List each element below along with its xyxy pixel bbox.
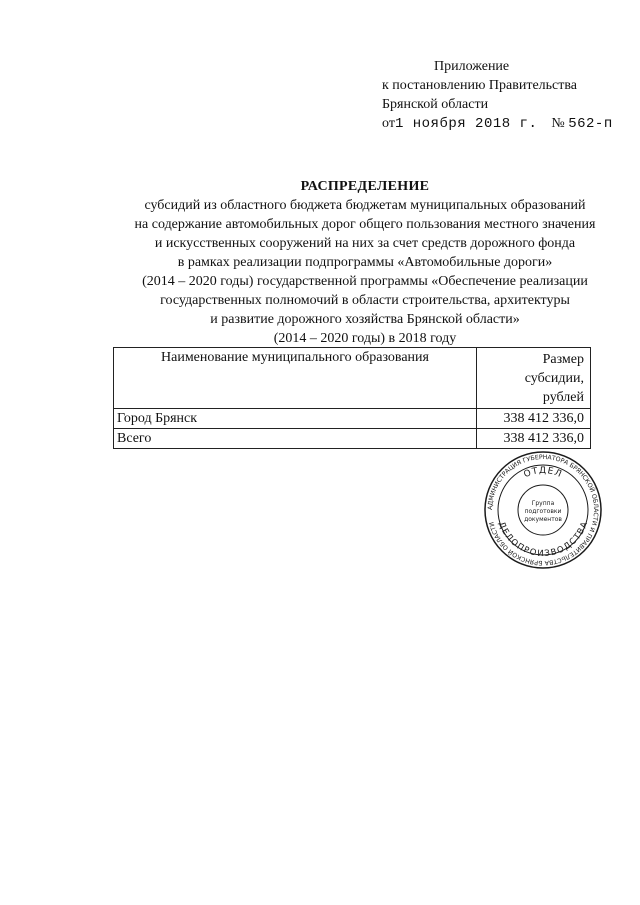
stamp-department-top: ОТДЕЛ: [522, 465, 564, 481]
stamp-center-line: документов: [524, 516, 562, 523]
header-amount: [477, 348, 591, 409]
heading-line: на содержание автомобильных дорог общего пользования местного значения: [134, 217, 596, 232]
stamp-department-bottom: ДЕЛОПРОИЗВОДСТВА: [496, 520, 590, 559]
heading-line: (2014 – 2020 годы) в 2018 году: [273, 331, 457, 346]
resolution-date: 1 ноября 2018 г.: [394, 116, 538, 132]
stamp-center-line: Группа: [531, 500, 555, 507]
subsidy-amount: 338 412 336,0: [477, 409, 591, 429]
municipality-name: Город Брянск: [114, 409, 477, 429]
heading-line: и развитие дорожного хозяйства Брянской области»: [210, 312, 520, 327]
date-prefix: от: [382, 116, 395, 131]
total-amount: 338 412 336,0: [477, 429, 591, 449]
number-prefix: №: [551, 116, 565, 131]
header-municipality: Наименование муниципального образования: [114, 348, 477, 409]
header-amount-line: субсидии,: [524, 371, 584, 386]
resolution-number: 562-п: [568, 116, 613, 132]
document-heading: [100, 177, 630, 348]
appendix-resolution-line: к постановлению Правительства: [382, 78, 578, 93]
table-row-total: [114, 429, 591, 449]
header-amount-line: рублей: [542, 390, 584, 405]
header-amount-line: Размер: [542, 352, 584, 367]
heading-line: (2014 – 2020 годы) государственной программы «Обеспечение реализации: [142, 274, 588, 289]
heading-line: субсидий из областного бюджета бюджетам муниципальных образований: [144, 198, 586, 213]
appendix-region-line: Брянской области: [382, 97, 489, 112]
stamp-outer-text: АДМИНИСТРАЦИЯ ГУБЕРНАТОРА БРЯНСКОЙ ОБЛАСТИ И ПРАВИТЕЛЬСТВА БРЯНСКОЙ ОБЛАСТИ: [486, 453, 600, 567]
document-title: РАСПРЕДЕЛЕНИЕ: [300, 179, 430, 194]
heading-line: и искусственных сооружений на них за счет средств дорожного фонда: [154, 236, 576, 251]
heading-line: государственных полномочий в области строительства, архитектуры: [160, 293, 570, 308]
appendix-date-line: [382, 114, 613, 134]
table-header-row: [114, 348, 591, 409]
total-label: Всего: [114, 429, 477, 449]
table-row: [114, 409, 591, 429]
stamp-center-line: подготовки: [524, 508, 562, 515]
subsidy-table: [113, 347, 591, 449]
heading-line: в рамках реализации подпрограммы «Автомобильные дороги»: [177, 255, 553, 270]
office-stamp: [483, 450, 603, 570]
appendix-block: [382, 57, 613, 134]
appendix-title: Приложение: [434, 59, 510, 74]
